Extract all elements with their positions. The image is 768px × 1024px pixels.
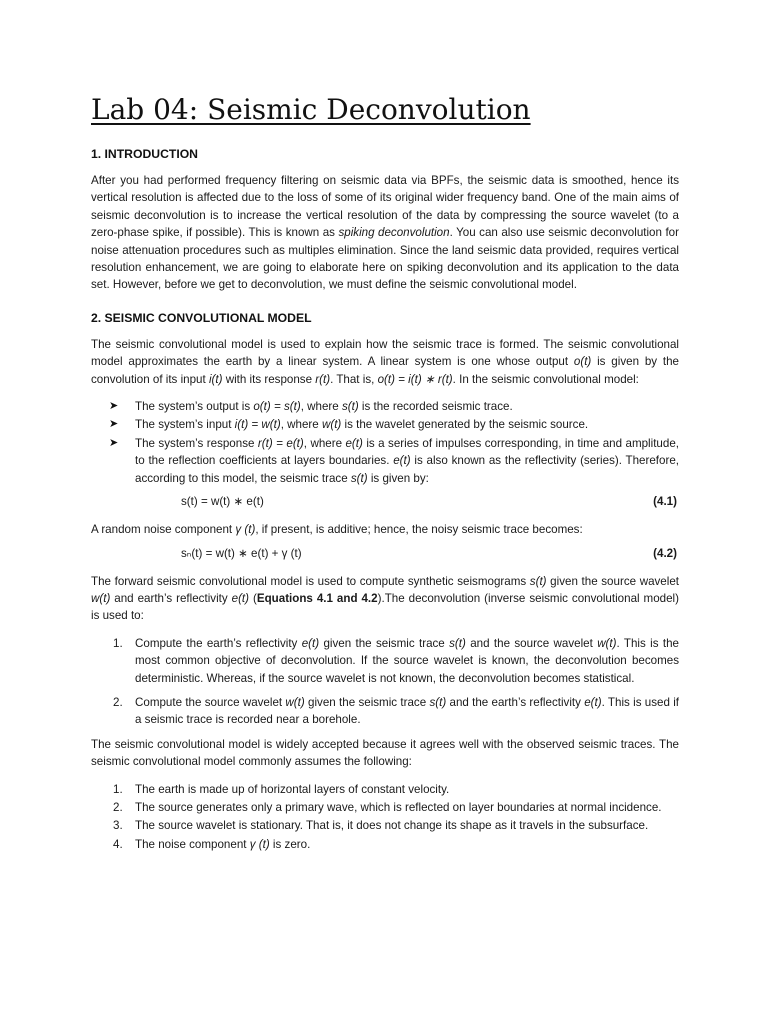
equation-4-2 <box>91 543 679 565</box>
assumptions-list <box>91 781 679 854</box>
arrow-bullet-icon: ➤ <box>109 436 119 449</box>
deconvolution-uses-list <box>91 635 679 729</box>
equation-expression: sₙ(t) = w(t) ∗ e(t) + γ (t) <box>181 546 302 560</box>
list-item: 2. The source generates only a primary wave, which is reflected on layer boundaries at normal incidence. <box>113 800 662 814</box>
assumptions-intro-paragraph: The seismic convolutional model is widely accepted because it agrees well with the observed seismic traces. The seismic convolutional model commonly assumes the following: <box>91 737 679 769</box>
system-definitions-list <box>91 398 679 487</box>
list-item: ➤ The system’s input i(t) = w(t), where w(t) is the wavelet generated by the seismic source. <box>135 416 679 433</box>
arrow-bullet-icon: ➤ <box>109 400 119 413</box>
equation-number: (4.2) <box>653 546 677 560</box>
equation-4-1 <box>91 491 679 513</box>
equation-expression: s(t) = w(t) ∗ e(t) <box>181 495 264 509</box>
section-2-heading: 2. SEISMIC CONVOLUTIONAL MODEL <box>91 310 312 325</box>
convolutional-model-paragraph: The seismic convolutional model is used to explain how the seismic trace is formed. The seismic convolutional model approximates the earth by a linear system. A linear system is one whose output o(t) is given by the convolution of its input i(t) with its response r(t). That is, o(t) = i(t) ∗ r(t). In the seismic convolutional model: <box>91 337 680 386</box>
arrow-bullet-icon: ➤ <box>109 418 119 431</box>
section-1-heading: 1. INTRODUCTION <box>91 147 198 161</box>
page-title: Lab 04: Seismic Deconvolution <box>91 93 531 126</box>
list-item: 1. The earth is made up of horizontal layers of constant velocity. <box>113 782 450 796</box>
list-item: ➤ The system’s response r(t) = e(t), where e(t) is a series of impulses corresponding, in time and amplitude, to the reflection coefficients at layers boundaries. e(t) is also known as the reflectivity (series). Therefore, according to this model, the seismic trace s(t) is given by: <box>109 436 679 485</box>
list-item: 3. The source wavelet is stationary. That is, it does not change its shape as it travels in the subsurface. <box>113 819 649 833</box>
list-item: ➤ The system’s output is o(t) = s(t), where s(t) is the recorded seismic trace. <box>135 398 679 415</box>
term-spiking-deconvolution: spiking deconvolution <box>338 226 450 240</box>
list-item: 4. The noise component γ (t) is zero. <box>113 837 311 851</box>
list-item: 2. Compute the source wavelet w(t) given the seismic trace s(t) and the earth’s reflectivity e(t). This is used if a seismic trace is recorded near a borehole. <box>113 695 679 727</box>
document-body <box>91 146 679 859</box>
introduction-paragraph: After you had performed frequency filtering on seismic data via BPFs, the seismic data is smoothed, hence its vertical resolution is affected due to the loss of some of its original wider frequency band. One of the main aims of seismic deconvolution is to increase the vertical resolution of the data by compressing the source wavelet (to a zero-phase spike, if possible). This is known as spiking deconvolution. You can also use seismic deconvolution for noise attenuation procedures such as multiples elimination. Since the land seismic data provided, requires vertical resolution enhancement, we are going to elaborate here on spiking deconvolution and its application to the data set. However, before we get to deconvolution, we must define the seismic convolutional model. <box>91 174 679 292</box>
equation-number: (4.1) <box>653 495 677 509</box>
forward-model-paragraph: The forward seismic convolutional model is used to compute synthetic seismograms s(t) given the source wavelet w(t) and earth’s reflectivity e(t) (Equations 4.1 and 4.2).The deconvolution (inverse seismic convolutional model) is used to: <box>91 574 680 623</box>
noise-paragraph: A random noise component γ (t), if present, is additive; hence, the noisy seismic trace becomes: <box>91 523 583 537</box>
list-item: 1. Compute the earth’s reflectivity e(t) given the seismic trace s(t) and the source wavelet w(t). This is the most common objective of deconvolution. If the source wavelet is known, the deconvolution becomes deterministic. Whereas, if the source wavelet is not known, the deconvolution becomes statistical. <box>113 636 679 685</box>
